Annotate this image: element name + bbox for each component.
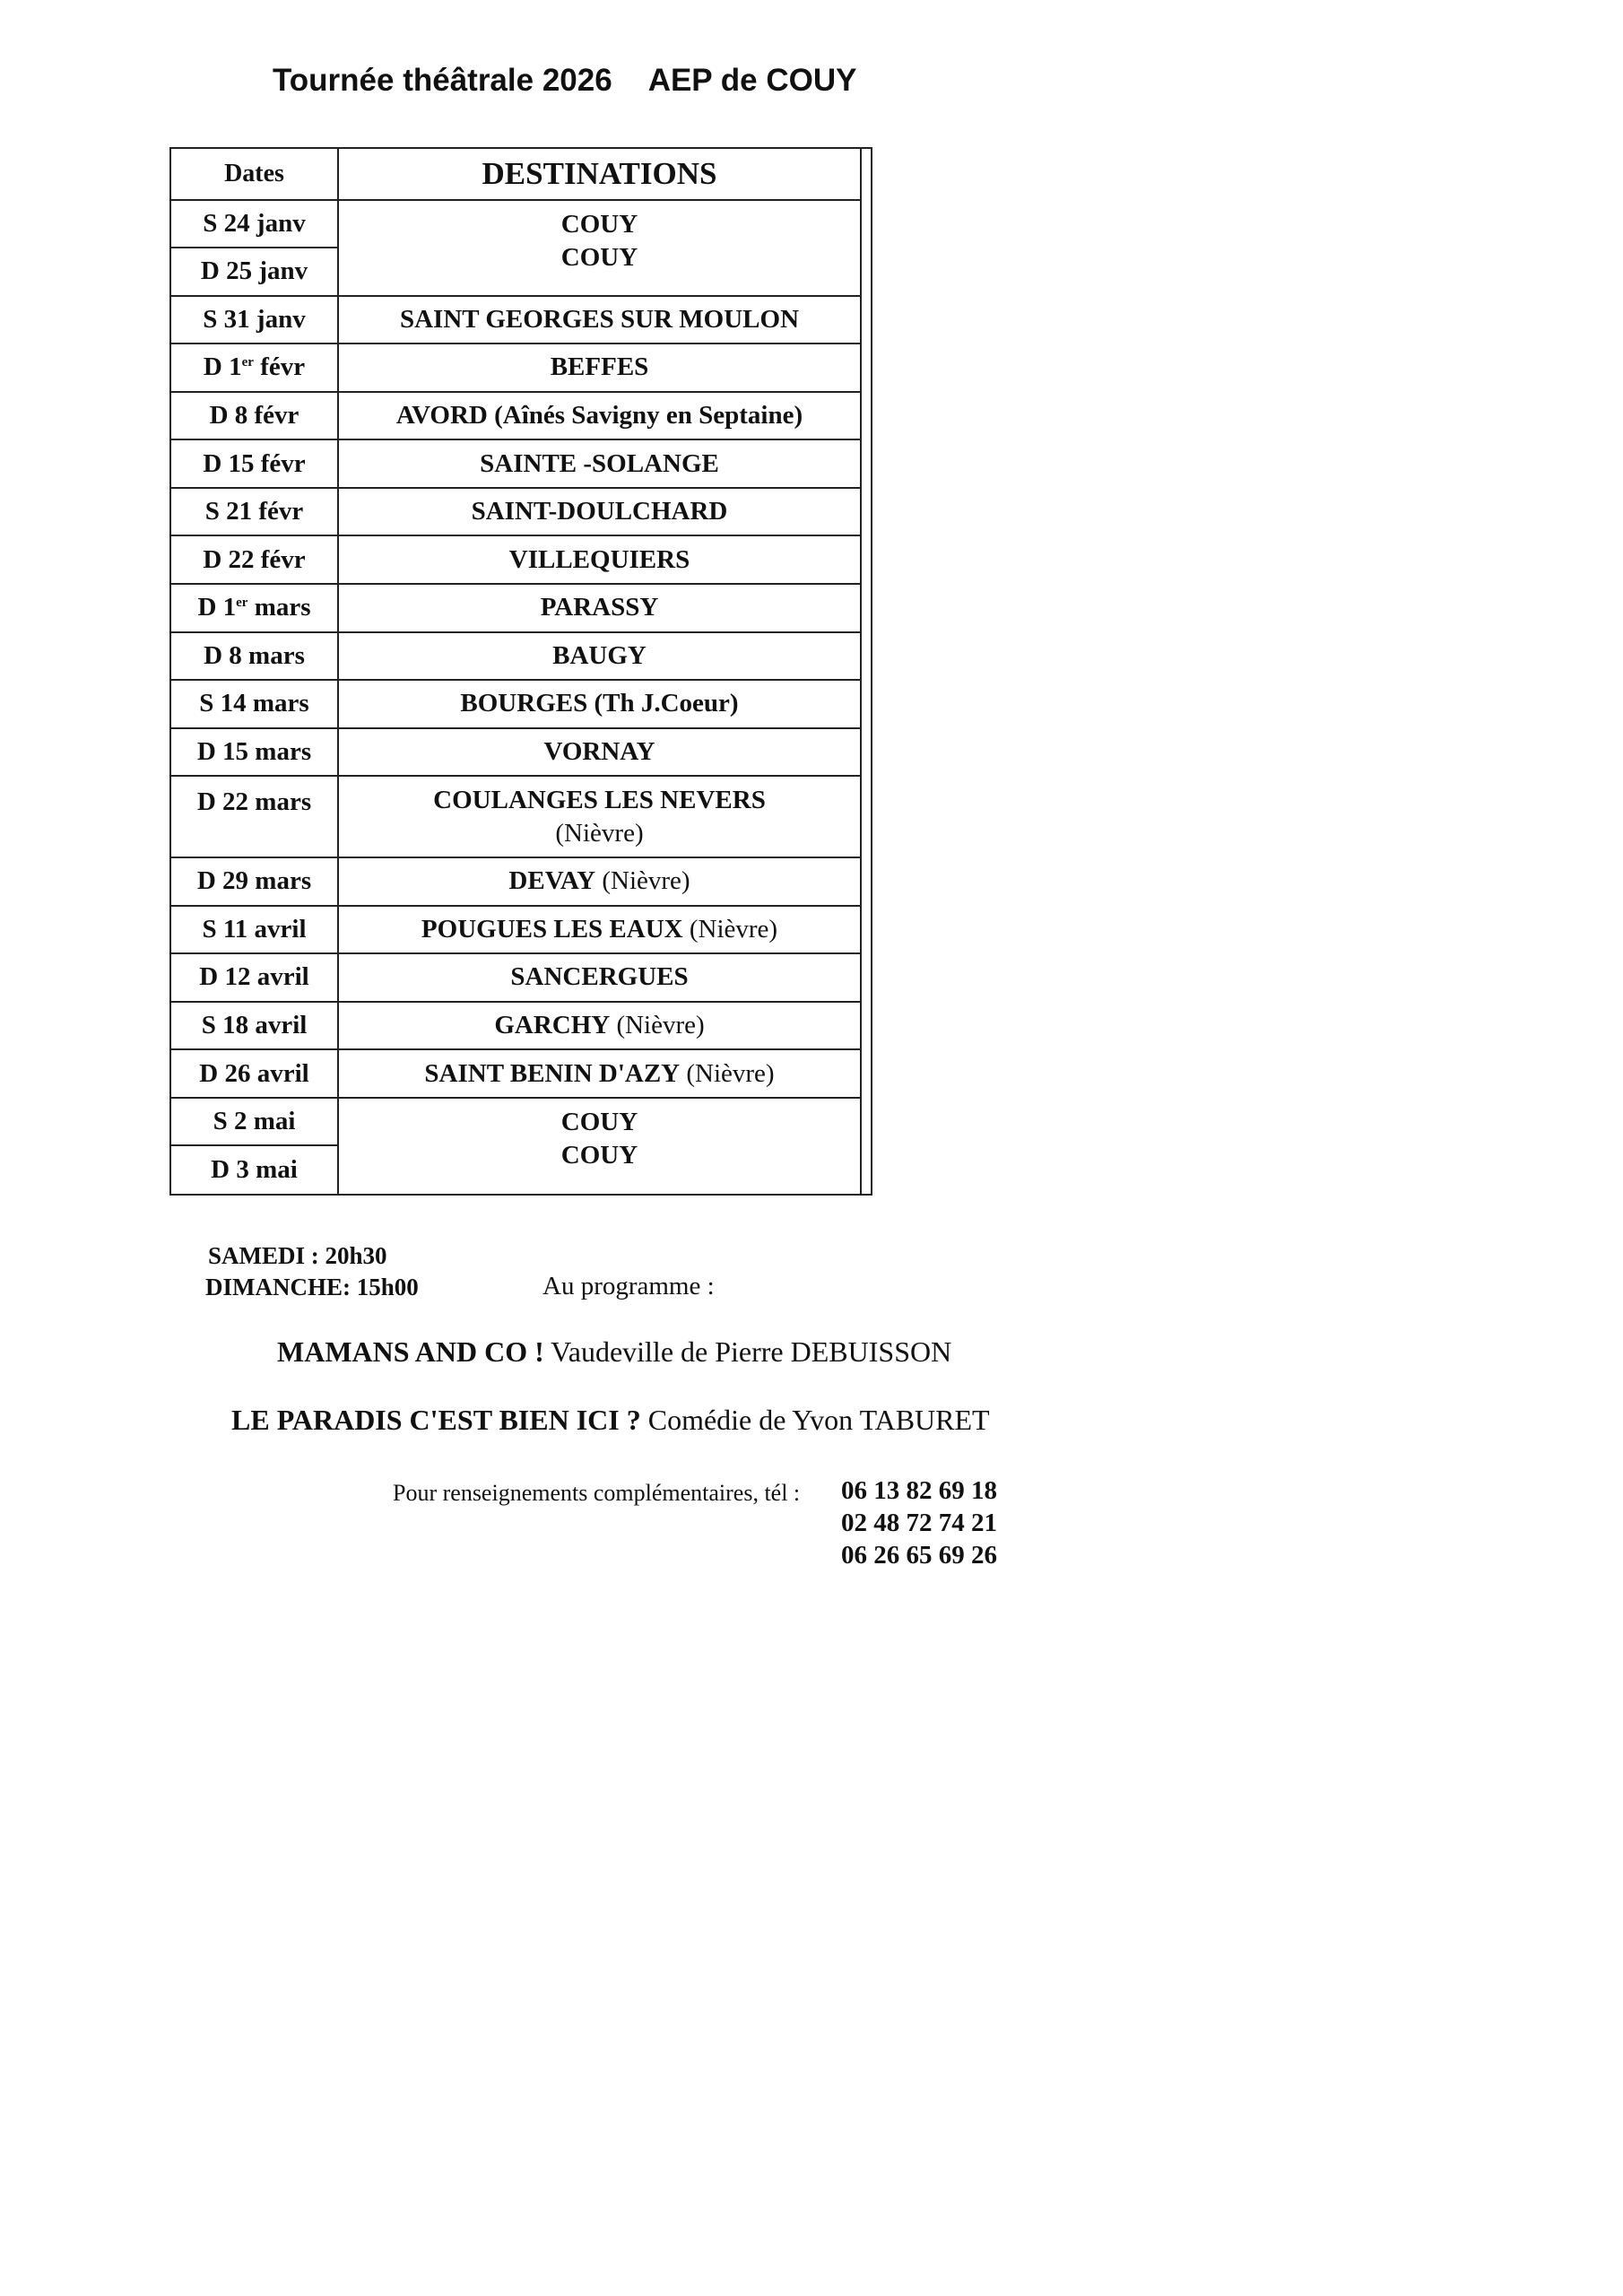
table-row	[170, 953, 872, 1002]
destination-cell	[338, 200, 861, 296]
date-cell: S 11 avril	[170, 906, 338, 954]
show-times	[205, 1240, 421, 1303]
destination-cell	[338, 906, 861, 954]
destination-cell: PARASSY	[338, 584, 861, 632]
date-cell: S 21 févr	[170, 488, 338, 536]
table-row	[170, 488, 872, 536]
table-row	[170, 1002, 872, 1050]
play-title: MAMANS AND CO !	[277, 1335, 544, 1368]
title-tour: Tournée théâtrale 2026	[273, 63, 612, 98]
phone-number: 06 13 82 69 18	[841, 1476, 997, 1505]
date-cell: D 15 févr	[170, 439, 338, 488]
date-cell: D 26 avril	[170, 1049, 338, 1098]
date-cell	[170, 344, 338, 392]
destination-cell	[338, 1098, 861, 1195]
table-row	[170, 296, 872, 344]
date-ordinal: er	[236, 596, 248, 611]
date-cell	[170, 584, 338, 632]
saturday-time: SAMEDI : 20h30	[208, 1242, 387, 1269]
date-cell: D 8 févr	[170, 392, 338, 440]
date-cell: D 29 mars	[170, 857, 338, 906]
table-row	[170, 1098, 872, 1146]
sunday-time: DIMANCHE: 15h00	[205, 1274, 419, 1300]
destination-cell	[338, 776, 861, 857]
table-row	[170, 584, 872, 632]
destination-name: DEVAY	[508, 866, 596, 896]
page-title	[273, 63, 856, 99]
destination-cell: BEFFES	[338, 344, 861, 392]
destination-name: COUY	[560, 242, 638, 272]
destination-cell: SAINT-DOULCHARD	[338, 488, 861, 536]
date-cell: D 12 avril	[170, 953, 338, 1002]
play-description: Comédie de Yvon TABURET	[640, 1404, 990, 1436]
table-row	[170, 535, 872, 584]
phone-number: 02 48 72 74 21	[841, 1509, 997, 1537]
table-row	[170, 392, 872, 440]
date-cell: D 22 févr	[170, 535, 338, 584]
date-cell: S 24 janv	[170, 200, 338, 248]
destination-region: (Nièvre)	[555, 818, 644, 848]
date-month: févr	[253, 352, 306, 382]
date-cell: S 31 janv	[170, 296, 338, 344]
schedule-table	[169, 147, 872, 1196]
destination-region: (Nièvre)	[610, 1010, 705, 1039]
destination-cell	[338, 1049, 861, 1098]
destination-cell: VILLEQUIERS	[338, 535, 861, 584]
destination-name: COUY	[560, 1140, 638, 1170]
table-row	[170, 632, 872, 681]
destination-name: POUGUES LES EAUX	[421, 914, 683, 944]
table-header-row	[170, 148, 872, 200]
date-ordinal: er	[241, 355, 254, 370]
date-cell: D 8 mars	[170, 632, 338, 681]
table-row	[170, 776, 872, 857]
play-entry	[277, 1335, 951, 1369]
date-cell: D 22 mars	[170, 776, 338, 857]
play-title: LE PARADIS C'EST BIEN ICI ?	[231, 1404, 641, 1436]
destination-name: COULANGES LES NEVERS	[433, 785, 766, 814]
date-cell: S 2 mai	[170, 1098, 338, 1146]
title-organization: AEP de COUY	[647, 63, 857, 98]
destination-cell: VORNAY	[338, 728, 861, 777]
play-description: Vaudeville de Pierre DEBUISSON	[543, 1335, 952, 1368]
destination-name: COUY	[560, 1107, 638, 1136]
date-text: D 1	[197, 593, 237, 622]
destination-cell: BOURGES (Th J.Coeur)	[338, 680, 861, 728]
destination-cell: AVORD (Aînés Savigny en Septaine)	[338, 392, 861, 440]
date-text: D 1	[203, 352, 242, 382]
date-cell: D 15 mars	[170, 728, 338, 777]
destination-cell	[338, 857, 861, 906]
destination-region: (Nièvre)	[680, 1058, 775, 1088]
date-month: mars	[247, 593, 311, 622]
destination-cell: BAUGY	[338, 632, 861, 681]
play-entry	[231, 1404, 990, 1437]
header-destinations: DESTINATIONS	[338, 148, 861, 200]
destination-cell: SAINTE -SOLANGE	[338, 439, 861, 488]
table-row	[170, 344, 872, 392]
destination-name: COUY	[560, 209, 638, 239]
destination-name: GARCHY	[494, 1010, 611, 1039]
table-row	[170, 906, 872, 954]
date-cell: D 3 mai	[170, 1145, 338, 1195]
date-cell: S 18 avril	[170, 1002, 338, 1050]
table-row	[170, 200, 872, 248]
table-right-edge	[861, 148, 872, 1195]
table-row	[170, 728, 872, 777]
destination-cell: SANCERGUES	[338, 953, 861, 1002]
destination-cell	[338, 1002, 861, 1050]
table-row	[170, 857, 872, 906]
destination-region: (Nièvre)	[595, 866, 690, 896]
date-cell: S 14 mars	[170, 680, 338, 728]
phone-number: 06 26 65 69 26	[841, 1541, 997, 1570]
destination-cell: SAINT GEORGES SUR MOULON	[338, 296, 861, 344]
table-row	[170, 1049, 872, 1098]
header-dates: Dates	[170, 148, 338, 200]
table-row	[170, 680, 872, 728]
contact-info-label: Pour renseignements complémentaires, tél :	[393, 1480, 801, 1506]
phone-list	[841, 1474, 997, 1571]
date-cell: D 25 janv	[170, 248, 338, 296]
destination-name: SAINT BENIN D'AZY	[424, 1058, 681, 1088]
destination-region: (Nièvre)	[682, 914, 778, 944]
table-row	[170, 439, 872, 488]
programme-label: Au programme :	[542, 1272, 715, 1300]
